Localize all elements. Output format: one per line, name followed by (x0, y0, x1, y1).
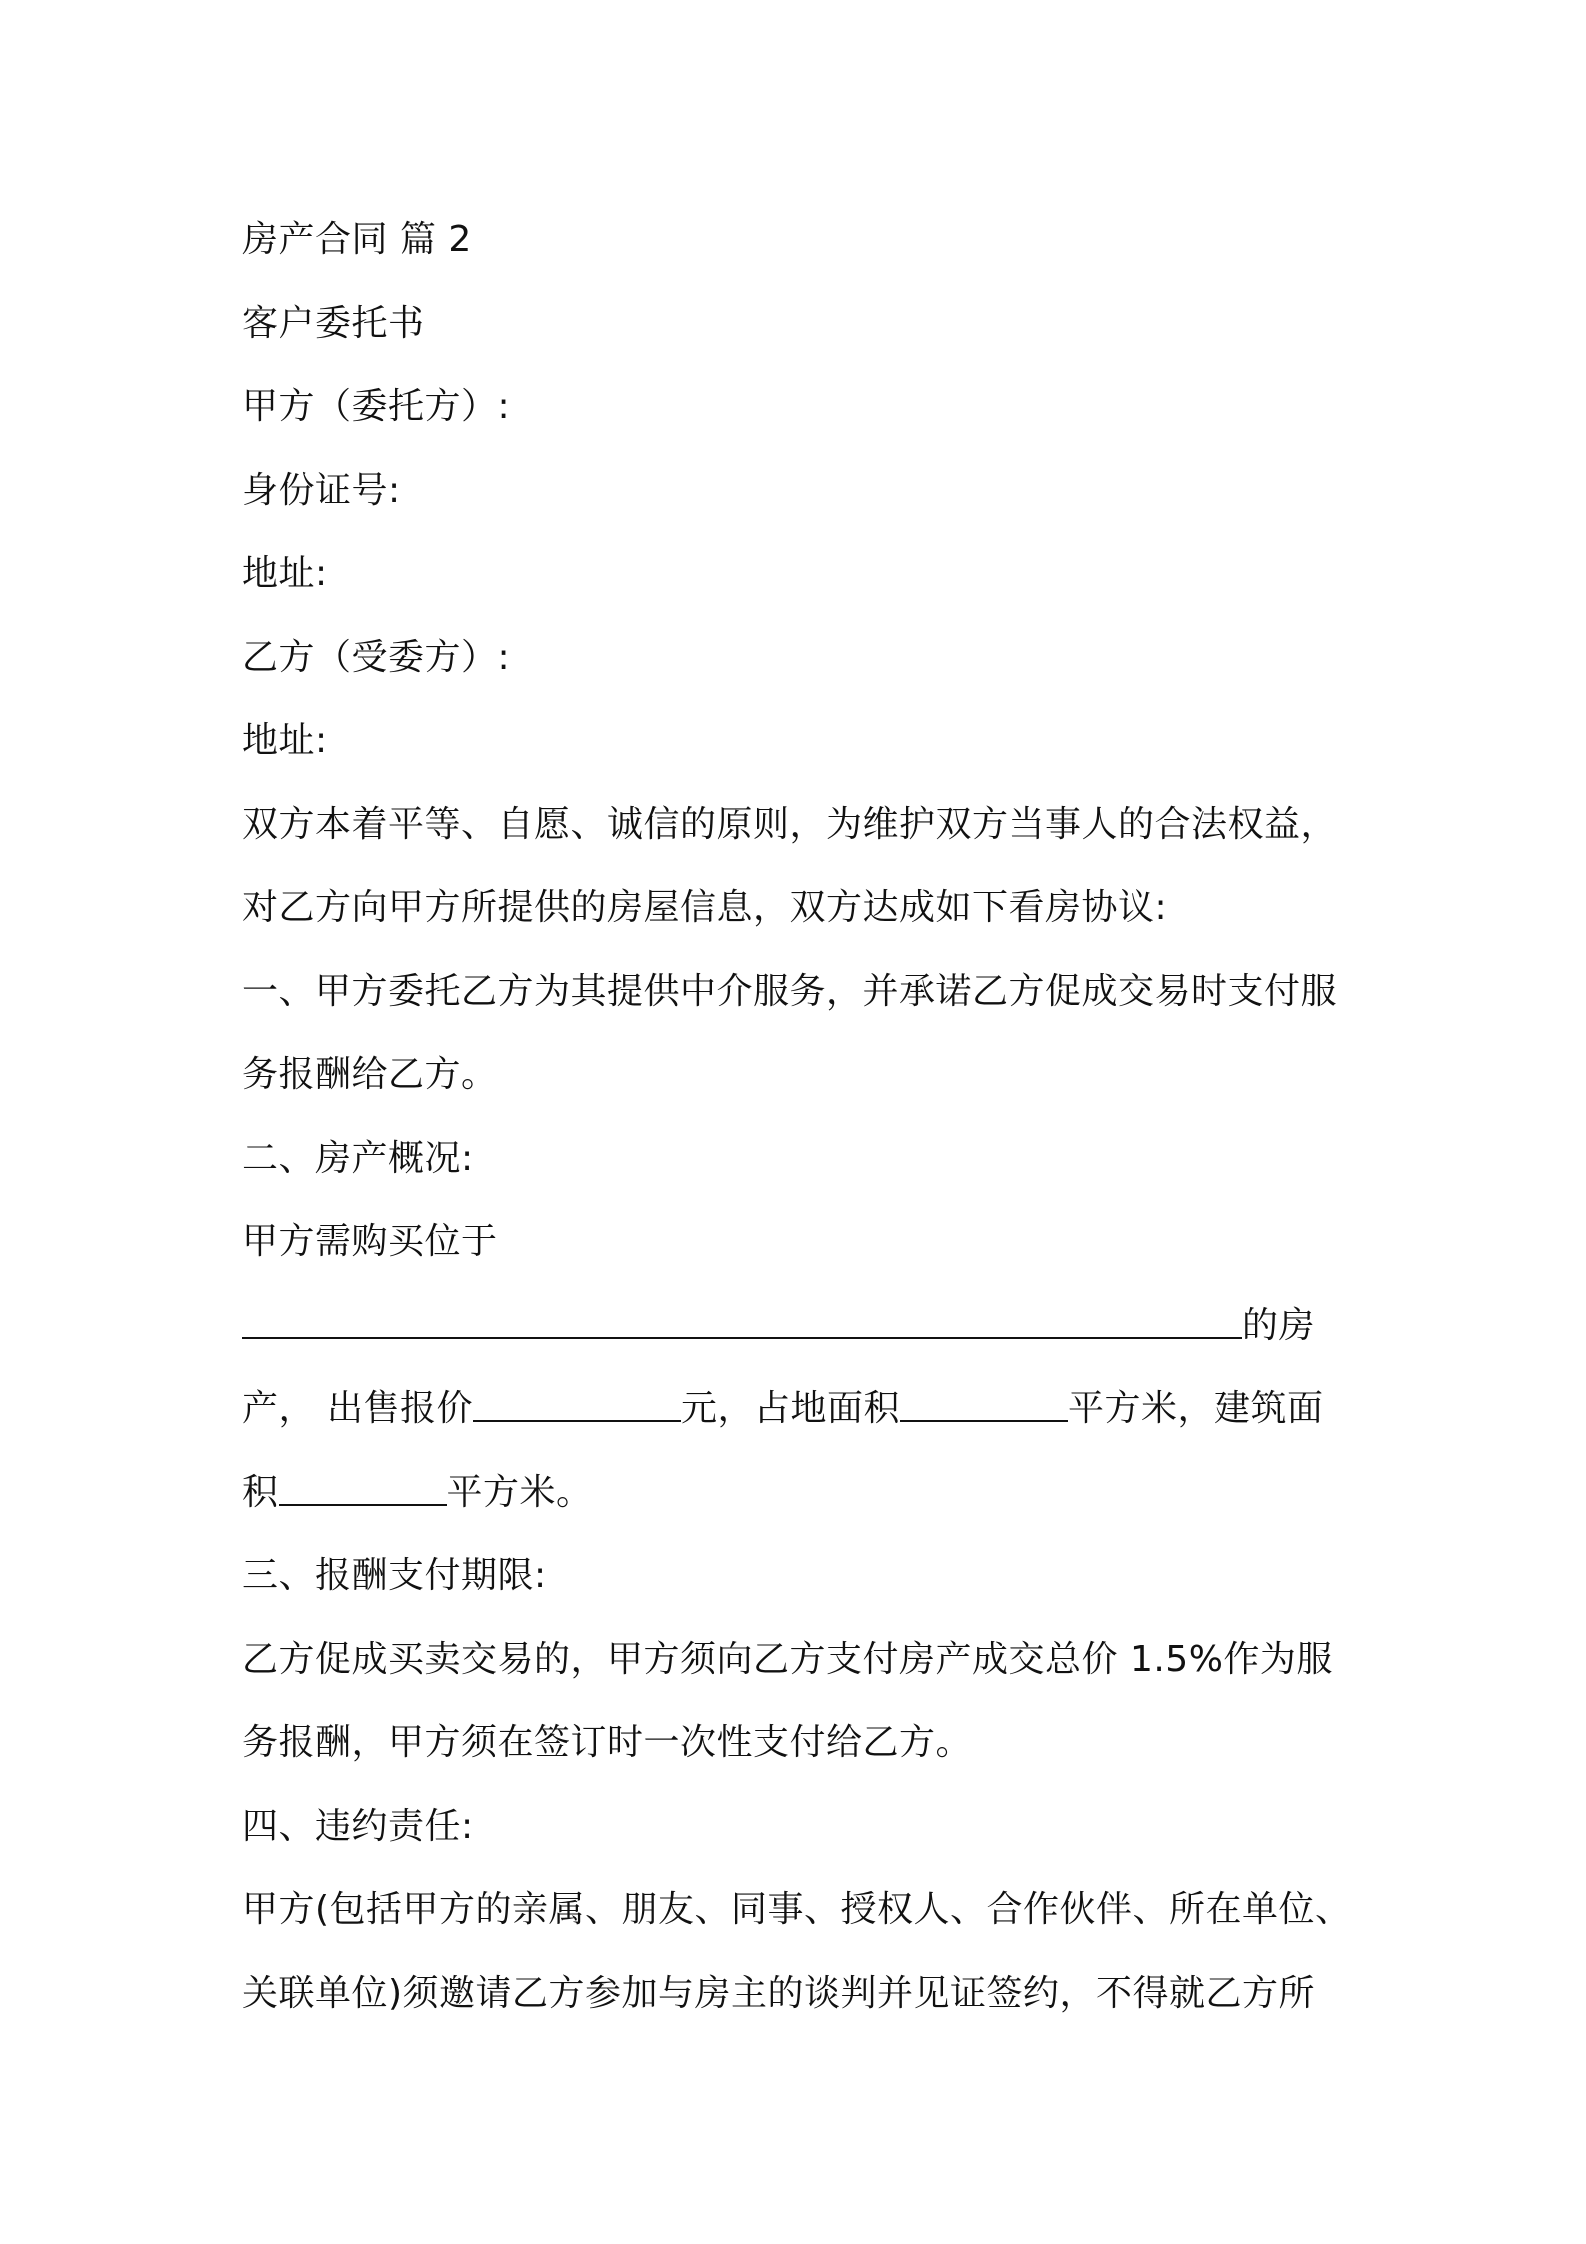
clause-3-heading: 三、报酬支付期限: (242, 1555, 547, 1596)
intro-line-1: 双方本着平等、自愿、诚信的原则，为维护双方当事人的合法权益， (242, 803, 1338, 845)
clause-2-heading: 二、房产概况: (242, 1137, 474, 1179)
land-area-blank (900, 1380, 1068, 1422)
document-subtitle: 客户委托书 (242, 302, 425, 344)
address-b-label: 地址: (242, 720, 328, 761)
clause-4-line-2: 关联单位)须邀请乙方参加与房主的谈判并见证签约，不得就乙方所 (242, 1972, 1316, 2014)
building-area-blank (279, 1464, 447, 1506)
clause-4-heading: 四、违约责任: (242, 1805, 474, 1847)
building-area-prefix: 积 (242, 1471, 279, 1513)
clause-2-location-line (242, 1284, 1362, 1368)
clause-3-line-2: 务报酬，甲方须在签订时一次性支付给乙方。 (242, 1722, 973, 1763)
document-body (242, 198, 1362, 2035)
clause-2-text: 甲方需购买位于 (242, 1221, 498, 1262)
location-blank (242, 1297, 1242, 1339)
clause-2-price-line (242, 1367, 1362, 1451)
building-area-unit: 平方米。 (446, 1471, 593, 1513)
id-number-label: 身份证号: (242, 469, 401, 511)
price-blank (473, 1380, 681, 1422)
document-title: 房产合同 篇 2 (242, 219, 472, 260)
location-suffix: 的房 (1242, 1304, 1316, 1346)
clause-4-line-1: 甲方(包括甲方的亲属、朋友、同事、授权人、合作伙伴、所在单位、 (242, 1889, 1352, 1930)
address-a-label: 地址: (242, 553, 328, 594)
clause-1-line-2: 务报酬给乙方。 (242, 1054, 498, 1095)
price-label: 产， 出售报价 (242, 1388, 473, 1429)
clause-1-line-1: 一、甲方委托乙方为其提供中介服务，并承诺乙方促成交易时支付服 (242, 970, 1338, 1012)
party-a-label: 甲方（委托方）: (242, 386, 511, 427)
land-area-label: 元，占地面积 (680, 1388, 900, 1429)
intro-line-2: 对乙方向甲方所提供的房屋信息，双方达成如下看房协议: (242, 887, 1168, 928)
party-b-label: 乙方（受委方）: (242, 636, 511, 678)
clause-3-line-1: 乙方促成买卖交易的，甲方须向乙方支付房产成交总价 1.5%作为服 (242, 1638, 1333, 1680)
building-area-label: 平方米，建筑面 (1067, 1388, 1324, 1429)
clause-2-building-line (242, 1451, 1362, 1535)
